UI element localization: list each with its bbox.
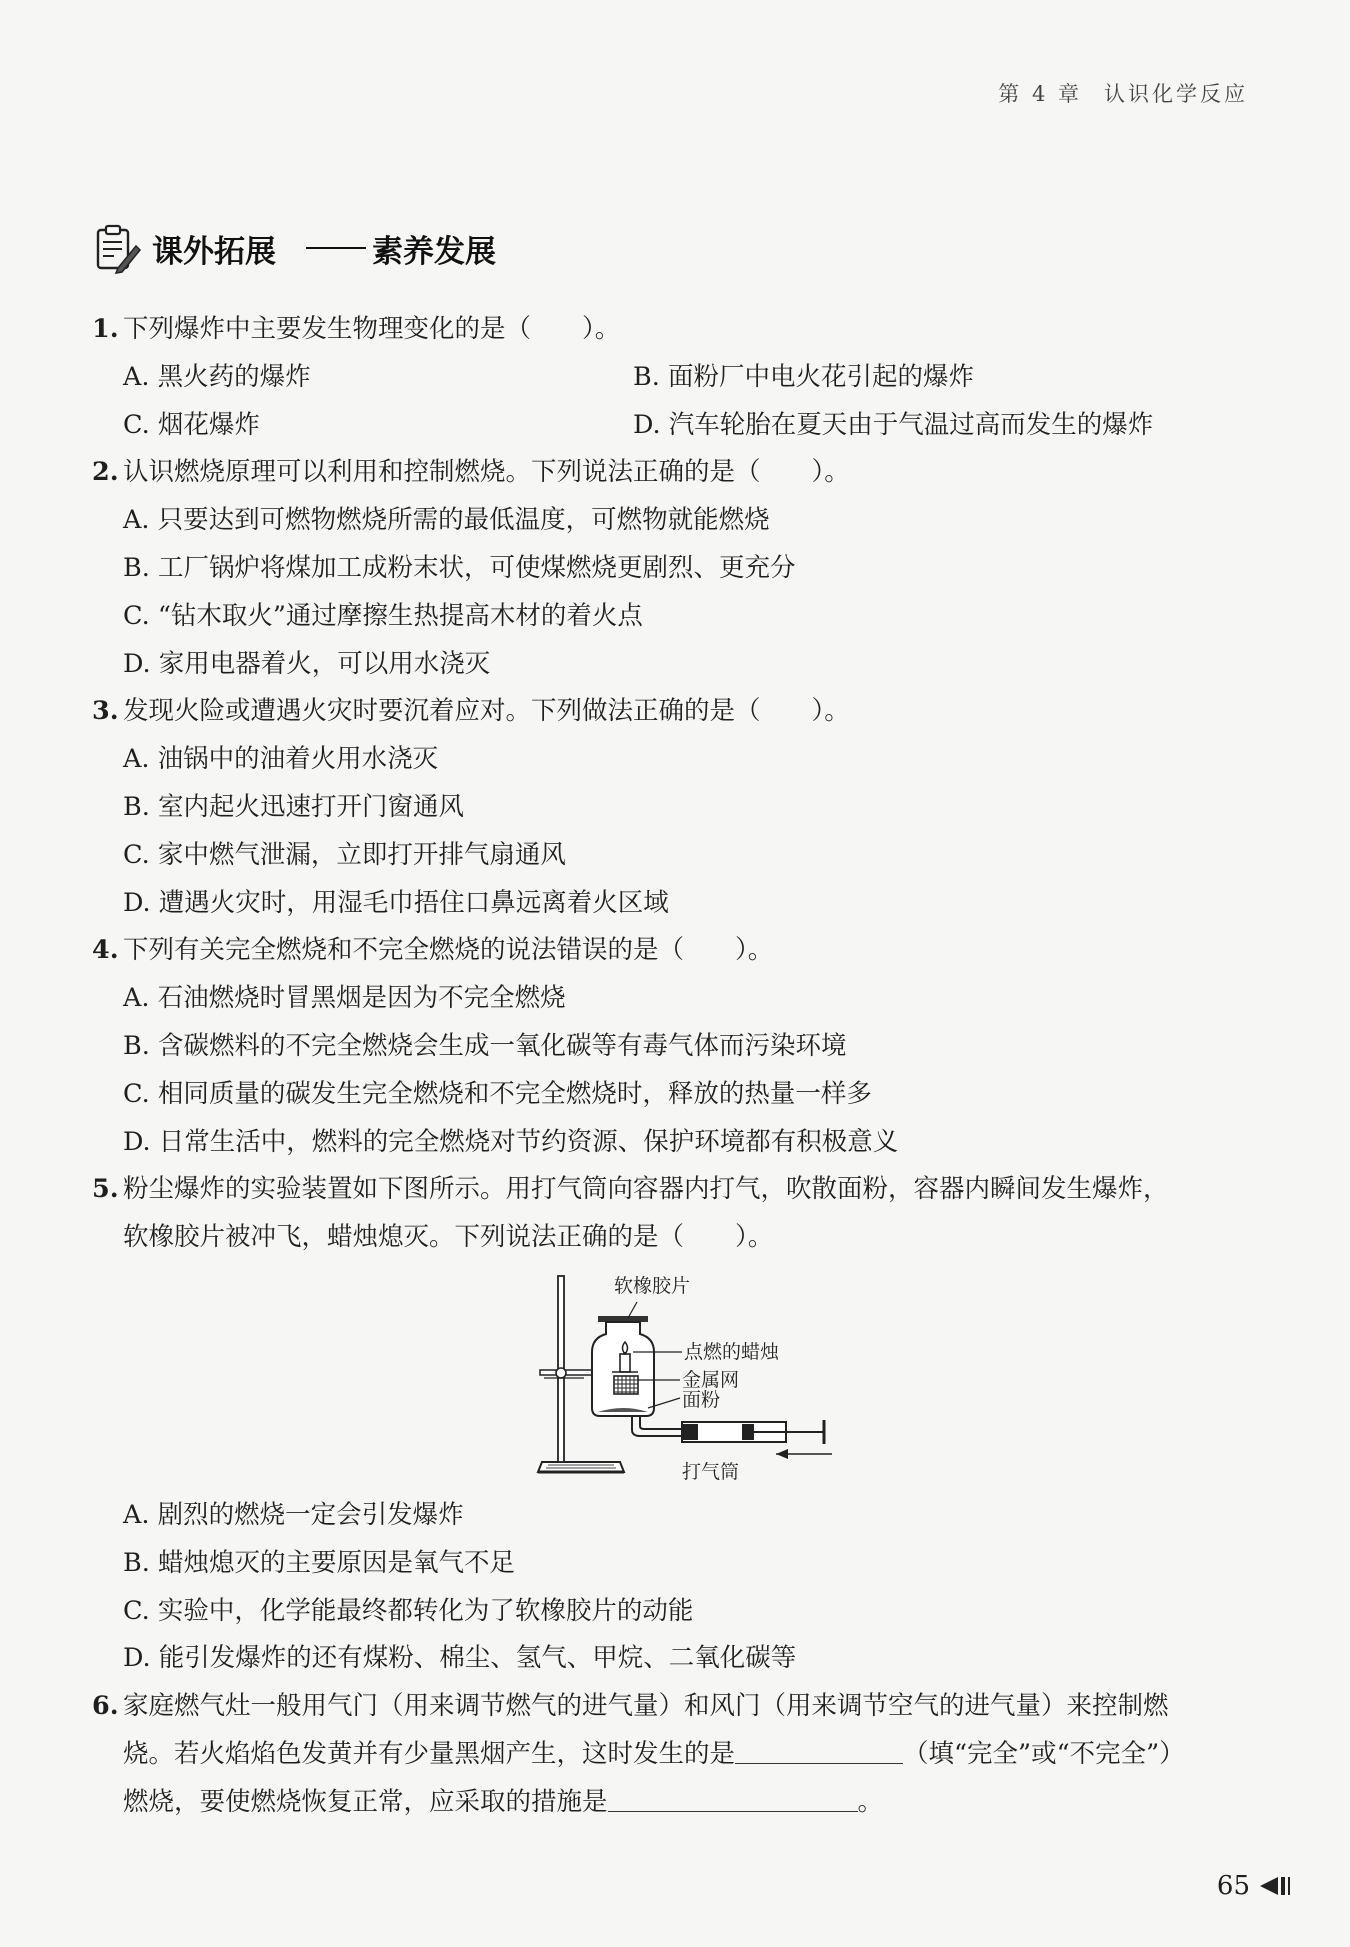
question-list — [92, 306, 1262, 1827]
question-number: 6. — [92, 1691, 119, 1722]
question-number: 5. — [92, 1174, 119, 1205]
option-b: B. 面粉厂中电火花引起的爆炸 — [633, 361, 974, 392]
question-1 — [92, 306, 1262, 354]
option-d: D. 家用电器着火，可以用水浇灭 — [123, 648, 491, 679]
question-number: 3. — [92, 696, 119, 727]
question-number: 2. — [92, 457, 119, 488]
option-b: B. 工厂锅炉将煤加工成粉末状，可使煤燃烧更剧烈、更充分 — [123, 552, 796, 583]
question-stem: 下列有关完全燃烧和不完全燃烧的说法错误的是（ ）。 — [123, 935, 774, 966]
chapter-number: 第 4 章 — [998, 82, 1082, 106]
question-6-line-3 — [92, 1779, 1262, 1827]
option-d: D. 能引发爆炸的还有煤粉、棉尘、氢气、甲烷、二氧化碳等 — [123, 1643, 797, 1674]
option-b: B. 室内起火迅速打开门窗通风 — [123, 791, 464, 822]
option-c: C. 实验中，化学能最终都转化为了软橡胶片的动能 — [123, 1595, 694, 1626]
option-a: A. 石油燃烧时冒黑烟是因为不完全燃烧 — [123, 983, 566, 1014]
question-stem: 认识燃烧原理可以利用和控制燃烧。下列说法正确的是（ ）。 — [123, 457, 850, 488]
label-rubber-sheet: 软橡胶片 — [614, 1274, 691, 1297]
option-d: D. 日常生活中，燃料的完全燃烧对节约资源、保护环境都有积极意义 — [123, 1126, 899, 1157]
question-6 — [92, 1683, 1262, 1731]
option-row — [92, 354, 1262, 402]
option-c: C. 家中燃气泄漏，立即打开排气扇通风 — [123, 839, 566, 870]
clipboard-pencil-icon — [92, 222, 142, 274]
question-text: 燃烧，要使燃烧恢复正常，应采取的措施是 — [123, 1786, 608, 1817]
title-dash — [306, 247, 366, 249]
question-4 — [92, 927, 1262, 975]
question-number: 1. — [92, 314, 119, 344]
page-marker-icon — [1258, 1875, 1294, 1897]
question-text: （填“完全”或“不完全”） — [903, 1738, 1185, 1769]
answer-blank-1[interactable] — [735, 1733, 903, 1764]
question-text: 烧。若火焰焰色发黄并有少量黑烟产生，这时发生的是 — [123, 1738, 736, 1769]
question-5 — [92, 1166, 1262, 1214]
option-a: A. 油锅中的油着火用水浇灭 — [123, 744, 439, 775]
section-subtitle: 素养发展 — [372, 233, 496, 270]
question-text: 。 — [857, 1786, 884, 1817]
apparatus-figure — [92, 1262, 1262, 1492]
question-6-line-2 — [92, 1731, 1262, 1779]
section-heading — [92, 222, 496, 274]
label-lit-candle: 点燃的蜡烛 — [684, 1340, 780, 1363]
label-air-pump: 打气筒 — [682, 1460, 740, 1483]
option-c: C. 烟花爆炸 — [123, 409, 260, 440]
question-stem: 下列爆炸中主要发生物理变化的是（ ）。 — [123, 314, 621, 344]
option-b: B. 蜡烛熄灭的主要原因是氧气不足 — [123, 1547, 515, 1578]
option-a: A. 只要达到可燃物燃烧所需的最低温度，可燃物就能燃烧 — [123, 505, 770, 536]
answer-blank-2[interactable] — [608, 1781, 858, 1812]
chapter-title: 认识化学反应 — [1104, 82, 1248, 106]
option-c: C. “钻木取火”通过摩擦生热提高木材的着火点 — [123, 600, 643, 631]
option-d: D. 遭遇火灾时，用湿毛巾捂住口鼻远离着火区域 — [123, 887, 669, 918]
option-a: A. 黑火药的爆炸 — [123, 361, 311, 392]
option-b: B. 含碳燃料的不完全燃烧会生成一氧化碳等有毒气体而污染环境 — [123, 1030, 847, 1061]
question-2 — [92, 449, 1262, 497]
option-row — [92, 402, 1262, 450]
option-d: D. 汽车轮胎在夏天由于气温过高而发生的爆炸 — [633, 409, 1154, 440]
label-flour: 面粉 — [682, 1388, 721, 1411]
dust-explosion-apparatus — [532, 1266, 862, 1488]
label-metal-mesh: 金属网 — [682, 1368, 740, 1391]
running-header — [998, 78, 1248, 108]
question-3 — [92, 688, 1262, 736]
section-title: 课外拓展 — [152, 233, 276, 270]
option-a: A. 剧烈的燃烧一定会引发爆炸 — [123, 1499, 464, 1530]
page-footer — [1217, 1868, 1294, 1904]
question-stem: 家庭燃气灶一般用气门（用来调节燃气的进气量）和风门（用来调节空气的进气量）来控制燃 — [123, 1691, 1169, 1722]
question-stem: 粉尘爆炸的实验装置如下图所示。用打气筒向容器内打气，吹散面粉，容器内瞬间发生爆炸， — [123, 1174, 1169, 1205]
question-number: 4. — [92, 935, 119, 966]
page-number: 65 — [1216, 1871, 1250, 1901]
question-stem-continued: 软橡胶片被冲飞，蜡烛熄灭。下列说法正确的是（ ）。 — [123, 1222, 774, 1253]
option-c: C. 相同质量的碳发生完全燃烧和不完全燃烧时，释放的热量一样多 — [123, 1078, 872, 1109]
question-stem: 发现火险或遭遇火灾时要沉着应对。下列做法正确的是（ ）。 — [123, 696, 850, 727]
